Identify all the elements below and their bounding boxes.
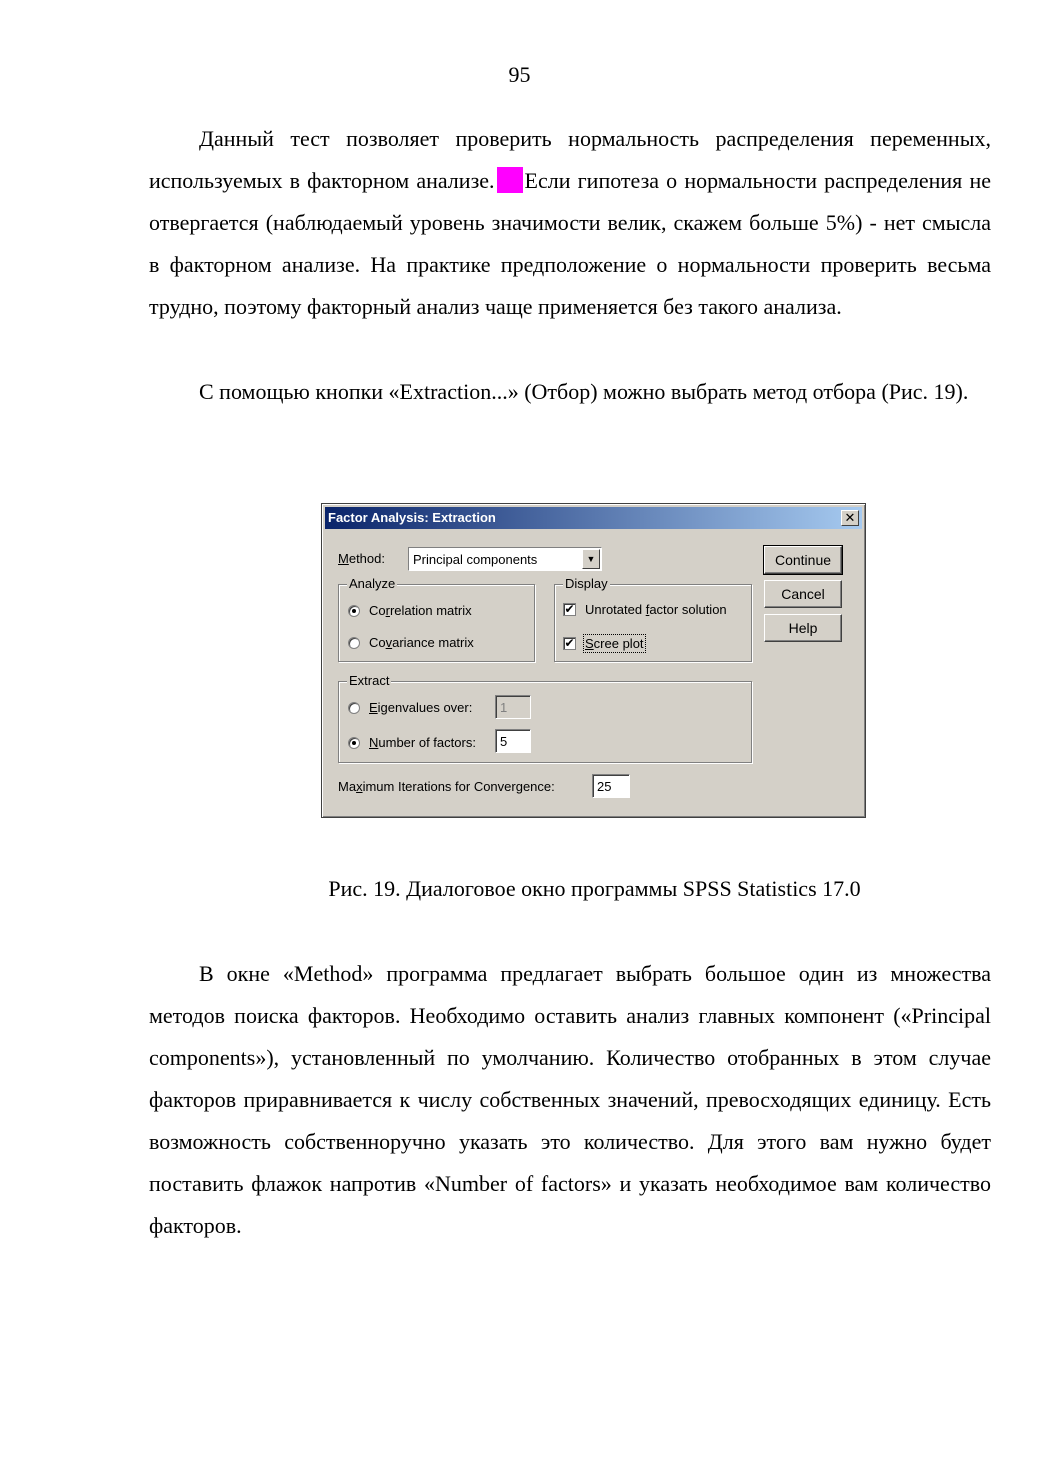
eigenvalues-over-input[interactable]: 1 xyxy=(495,695,531,719)
display-group xyxy=(554,576,752,662)
cancel-button[interactable]: Cancel xyxy=(764,580,842,608)
number-of-factors-label[interactable]: Number of factors: xyxy=(369,735,476,750)
paragraph-normality xyxy=(149,118,991,328)
paragraph-extraction-button: С помощью кнопки «Extraction...» (Отбор) можно выбрать метод отбора (Рис. 19). xyxy=(199,379,969,404)
factor-analysis-extraction-dialog xyxy=(321,503,866,818)
unrotated-factor-solution-checkbox[interactable]: ✔ xyxy=(564,602,575,616)
chevron-down-icon[interactable]: ▼ xyxy=(582,549,600,569)
continue-button[interactable]: Continue xyxy=(764,546,842,574)
close-icon[interactable]: ✕ xyxy=(841,510,859,526)
paragraph-text-part2: Если гипотеза о нормальности распределения не отвергается (наблюдаемый уровень значимости велик, скажем больше 5%) - нет смысла в факторном анализе. На практике предположение о нормальности проверить весьма трудно, поэтому факторный анализ чаще применяется без такого анализа. xyxy=(149,168,991,319)
correlation-matrix-radio[interactable] xyxy=(348,605,360,617)
help-button[interactable]: Help xyxy=(764,614,842,642)
unrotated-factor-solution-label[interactable]: Unrotated factor solution xyxy=(585,602,727,617)
max-iterations-label: Maximum Iterations for Convergence: xyxy=(338,779,555,794)
method-select-value: Principal components xyxy=(413,552,538,567)
covariance-matrix-label[interactable]: Covariance matrix xyxy=(369,635,474,650)
figure-caption: Рис. 19. Диалоговое окно программы SPSS Statistics 17.0 xyxy=(328,876,861,901)
eigenvalues-over-label[interactable]: Eigenvalues over: xyxy=(369,700,473,715)
scree-plot-checkbox[interactable]: ✔ xyxy=(564,636,575,650)
max-iterations-input[interactable]: 25 xyxy=(592,774,630,798)
analyze-group-title: Analyze xyxy=(349,576,396,591)
covariance-matrix-radio[interactable] xyxy=(348,637,360,649)
extract-group xyxy=(338,673,752,763)
method-label: Method: xyxy=(338,551,385,566)
display-group-title: Display xyxy=(565,576,608,591)
extract-group-title: Extract xyxy=(349,673,390,688)
eigenvalues-over-radio[interactable] xyxy=(348,702,360,714)
paragraph-text-part1: Данный тест позволяет проверить нормальность распределения переменных, используемых в факторном анализе. xyxy=(149,126,991,193)
method-select[interactable] xyxy=(408,547,602,571)
dialog-title: Factor Analysis: Extraction xyxy=(328,510,496,525)
paragraph-method: В окне «Method» программа предлагает выбрать большое один из множества методов поиска факторов. Необходимо оставить анализ главных компонент («Principal components»), установленный по умолчанию. Количество отобранных в этом случае факторов приравнивается к числу собственных значений, превосходящих единицу. Есть возможность собственноручно указать это количество. Для этого вам нужно будет поставить флажок напротив «Number of factors» и указать необходимое вам количество факторов. xyxy=(149,961,991,1238)
dialog-titlebar[interactable] xyxy=(325,507,862,529)
number-of-factors-radio[interactable] xyxy=(348,737,360,749)
number-of-factors-input[interactable]: 5 xyxy=(495,729,531,753)
page-number: 95 xyxy=(508,62,531,87)
analyze-group xyxy=(338,576,535,662)
scree-plot-label[interactable]: Scree plot xyxy=(585,636,644,651)
highlight-marker xyxy=(497,167,523,193)
correlation-matrix-label[interactable]: Correlation matrix xyxy=(369,603,472,618)
